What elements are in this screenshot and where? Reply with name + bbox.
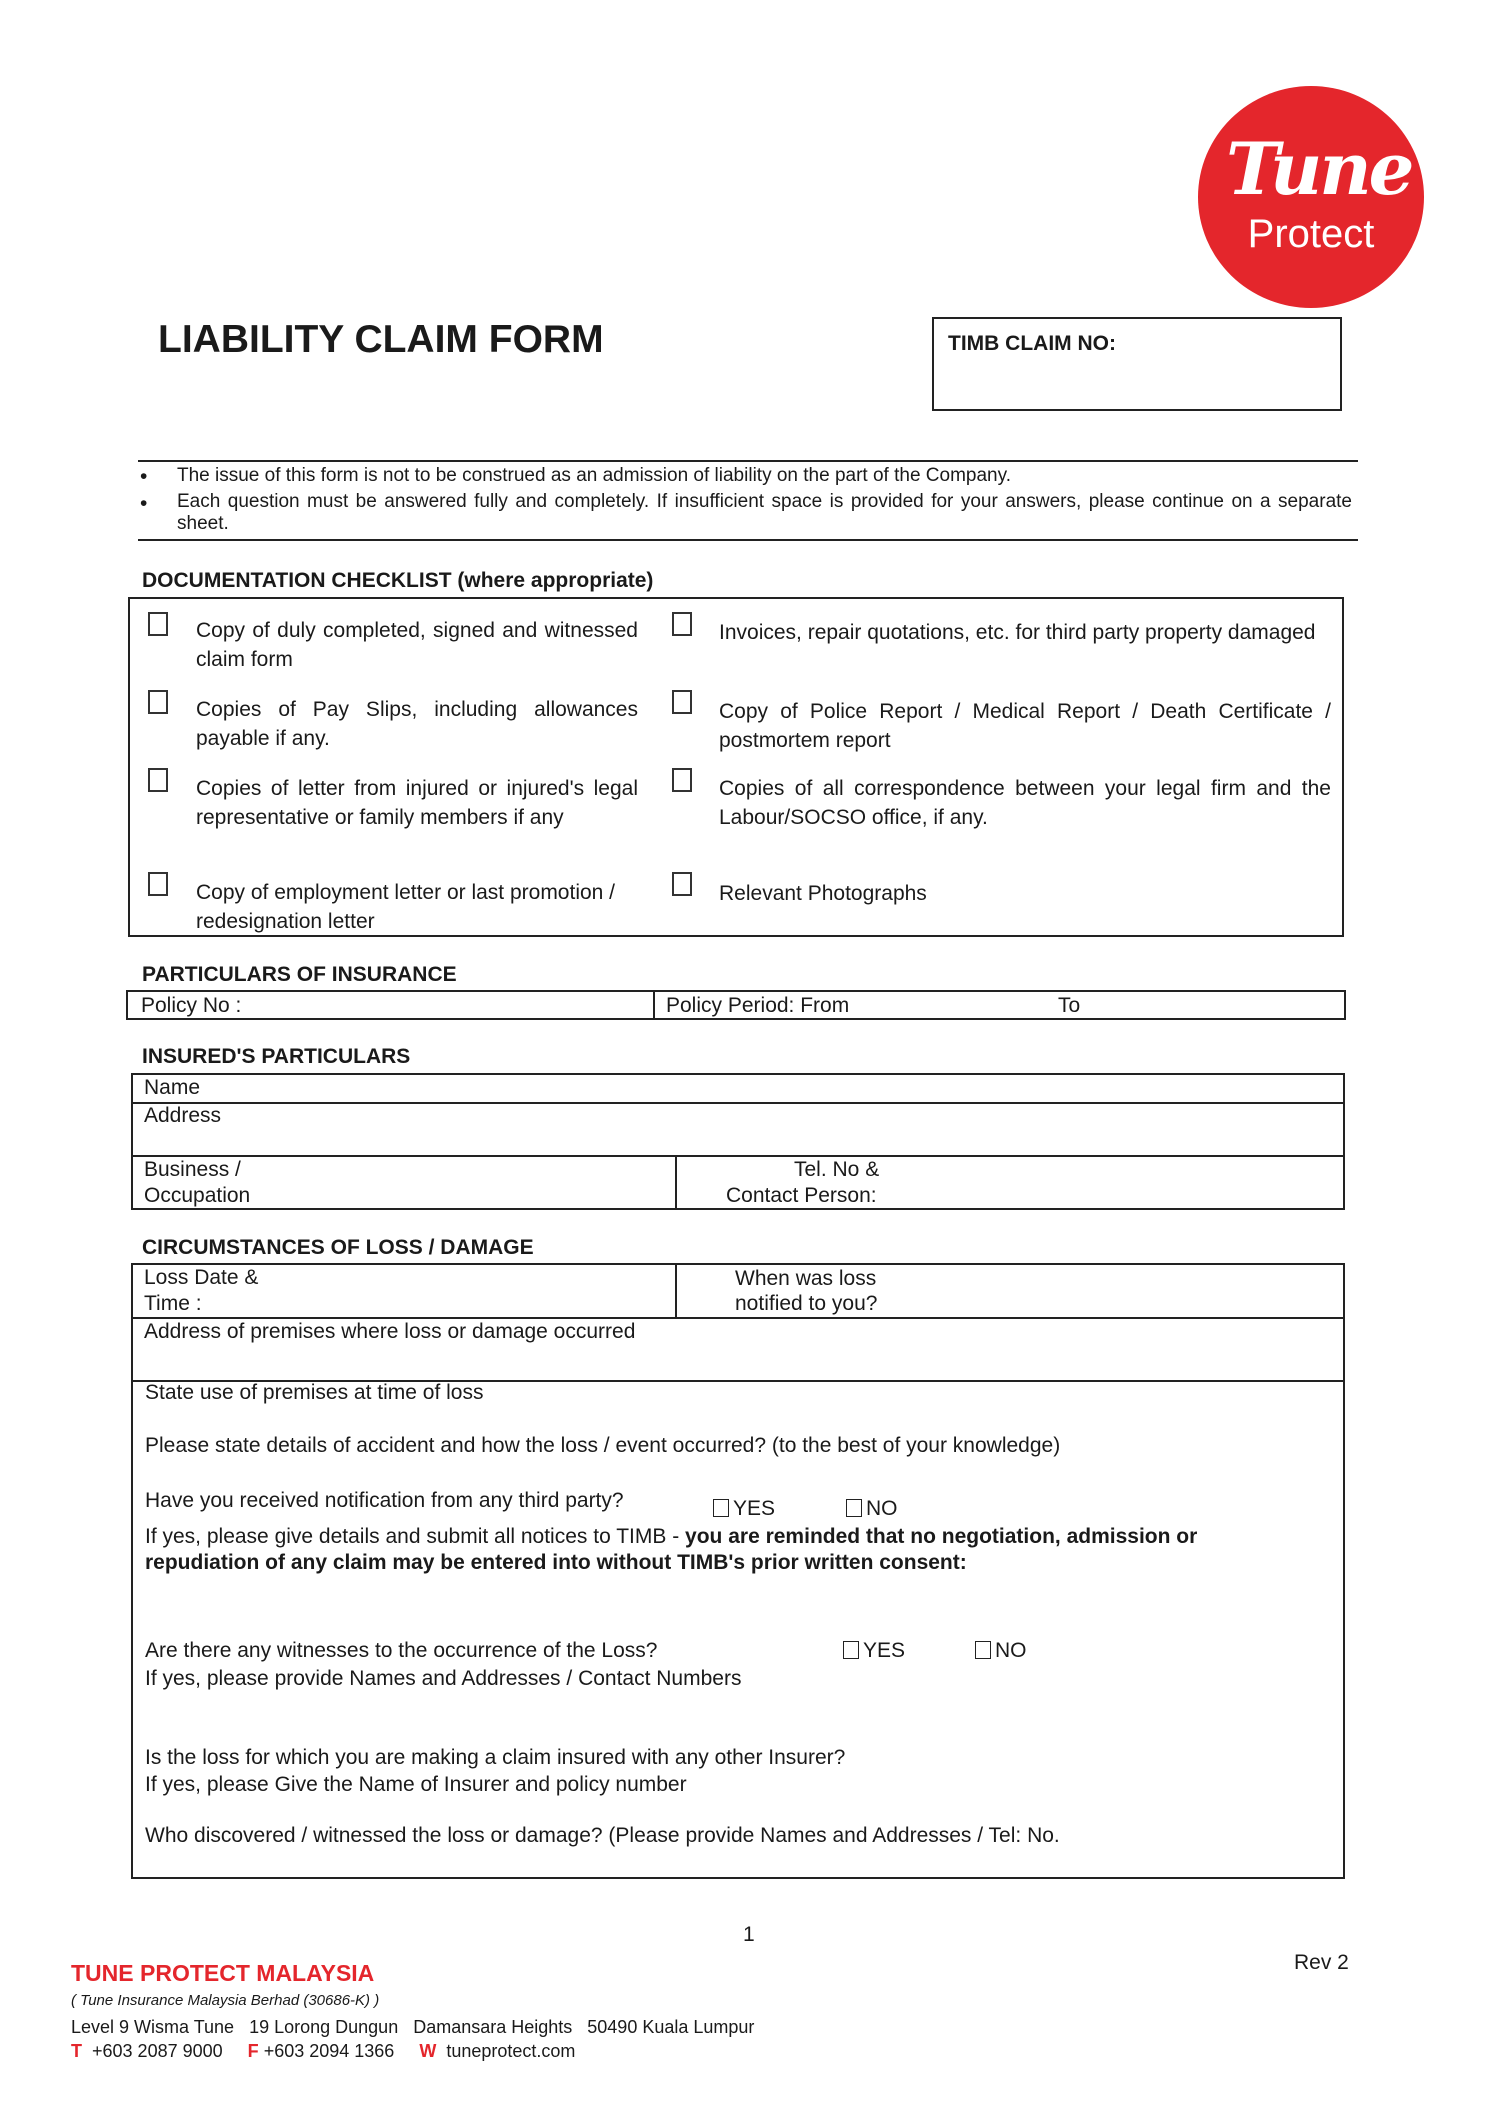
divider [138, 460, 1358, 462]
checkbox[interactable] [672, 612, 692, 636]
third-party-question: Have you received notification from any third party? [145, 1489, 624, 1512]
insurance-heading: PARTICULARS OF INSURANCE [142, 963, 457, 986]
third-party-note [145, 1524, 1197, 1550]
claim-no-label: TIMB CLAIM NO: [948, 332, 1116, 355]
occupation-field-label: Occupation [144, 1184, 251, 1207]
revision: Rev 2 [1294, 1951, 1349, 1974]
note-2: Each question must be answered fully and completely. If insufficient space is provided for your answers, please continue on a separate sheet. [177, 491, 1352, 534]
checklist-heading [142, 569, 653, 593]
checkbox[interactable] [672, 872, 692, 896]
divider [131, 1102, 1345, 1104]
claim-no-box[interactable] [932, 317, 1342, 411]
premises-use-field[interactable]: State use of premises at time of loss [145, 1381, 484, 1404]
witness-no[interactable] [975, 1638, 1027, 1664]
logo-text-tune: Tune [1226, 126, 1412, 211]
divider [131, 1155, 1345, 1157]
third-party-note-text: If yes, please give details and submit all notices to TIMB - [145, 1525, 686, 1548]
checklist-item: Copies of letter from injured or injured's legal representative or family members if any [196, 777, 638, 829]
notified-label-2: notified to you? [735, 1292, 878, 1315]
footer-web-link[interactable]: tuneprotect.com [446, 2041, 576, 2061]
checklist-item: Copies of all correspondence between your legal firm and the Labour/SOCSO office, if any. [719, 777, 1331, 829]
page-number: 1 [743, 1923, 755, 1946]
divider [138, 539, 1358, 541]
business-field-label[interactable]: Business / [144, 1158, 241, 1181]
contact-person-label: Contact Person: [726, 1184, 877, 1207]
witness-note: If yes, please provide Names and Addresses / Contact Numbers [145, 1667, 742, 1690]
page-title: LIABILITY CLAIM FORM [158, 318, 604, 361]
other-insurer-note: If yes, please Give the Name of Insurer and policy number [145, 1773, 687, 1796]
witness-yes[interactable] [843, 1638, 905, 1664]
policy-no-field[interactable]: Policy No : [141, 994, 242, 1017]
checklist-item: Copy of duly completed, signed and witnessed claim form [196, 619, 638, 671]
checkbox[interactable] [148, 768, 168, 792]
third-party-warning-2: repudiation of any claim may be entered into without TIMB's prior written consent: [145, 1551, 967, 1574]
footer-legal: ( Tune Insurance Malaysia Berhad (30686-K) ) [71, 1992, 380, 2009]
yes-label: YES [863, 1639, 906, 1662]
divider [675, 1263, 677, 1317]
checklist-item: Copies of Pay Slips, including allowances payable if any. [196, 698, 638, 750]
loss-time-label: Time : [144, 1292, 202, 1315]
tel-label: T [71, 2041, 82, 2061]
bullet: • [140, 492, 148, 515]
footer-address: Level 9 Wisma Tune 19 Lorong Dungun Damansara Heights 50490 Kuala Lumpur [71, 2017, 755, 2037]
no-label: NO [995, 1639, 1027, 1662]
checklist-item: Copy of employment letter or last promotion / redesignation letter [196, 881, 616, 933]
notified-label[interactable]: When was loss [735, 1267, 877, 1290]
footer-fax: +603 2094 1366 [263, 2041, 395, 2061]
divider [675, 1155, 677, 1210]
logo-text-protect: Protect [1247, 212, 1375, 256]
fax-label: F [247, 2041, 259, 2061]
checkbox[interactable] [148, 612, 168, 636]
policy-period-from-field[interactable]: Policy Period: From [666, 994, 850, 1017]
address-field[interactable]: Address [144, 1104, 222, 1127]
bullet: • [140, 465, 148, 488]
policy-period-to-field[interactable]: To [1058, 994, 1081, 1017]
footer-company: TUNE PROTECT MALAYSIA [71, 1960, 375, 1986]
footer-contacts [71, 2041, 575, 2062]
checkbox[interactable] [148, 872, 168, 896]
web-label: W [419, 2041, 437, 2061]
yes-label: YES [733, 1497, 776, 1520]
other-insurer-question: Is the loss for which you are making a claim insured with any other Insurer? [145, 1746, 846, 1769]
no-label: NO [866, 1497, 898, 1520]
third-party-yes[interactable] [713, 1496, 775, 1522]
footer-tel: +603 2087 9000 [92, 2041, 223, 2061]
tune-protect-logo [1198, 86, 1424, 308]
checkbox[interactable] [713, 1499, 729, 1517]
tel-field-label[interactable]: Tel. No & [794, 1158, 880, 1181]
name-field[interactable]: Name [144, 1076, 201, 1099]
checklist-heading-suffix: (where appropriate) [457, 569, 654, 592]
checkbox[interactable] [846, 1499, 862, 1517]
loss-heading: CIRCUMSTANCES OF LOSS / DAMAGE [142, 1236, 534, 1259]
premises-address-field[interactable]: Address of premises where loss or damage occurred [144, 1320, 636, 1343]
note-1: The issue of this form is not to be construed as an admission of liability on the part of the Company. [177, 465, 1011, 486]
checklist-item: Relevant Photographs [719, 882, 927, 905]
insured-heading: INSURED'S PARTICULARS [142, 1045, 411, 1068]
checkbox[interactable] [672, 768, 692, 792]
discovered-question: Who discovered / witnessed the loss or damage? (Please provide Names and Addresses / Tel: No. [145, 1824, 1060, 1847]
accident-details-field[interactable]: Please state details of accident and how the loss / event occurred? (to the best of your knowledge) [145, 1434, 1061, 1457]
third-party-no[interactable] [846, 1496, 898, 1522]
divider [653, 990, 655, 1020]
checkbox[interactable] [148, 690, 168, 714]
checklist-heading-text: DOCUMENTATION CHECKLIST [142, 569, 452, 592]
loss-date-label[interactable]: Loss Date & [144, 1266, 259, 1289]
checkbox[interactable] [975, 1641, 991, 1659]
third-party-warning: you are reminded that no negotiation, admission or [685, 1525, 1198, 1548]
witness-question: Are there any witnesses to the occurrence of the Loss? [145, 1639, 658, 1662]
checklist-item: Copy of Police Report / Medical Report / Death Certificate / postmortem report [719, 700, 1331, 752]
checkbox[interactable] [843, 1641, 859, 1659]
checklist-item: Invoices, repair quotations, etc. for third party property damaged [719, 621, 1316, 644]
checkbox[interactable] [672, 690, 692, 714]
